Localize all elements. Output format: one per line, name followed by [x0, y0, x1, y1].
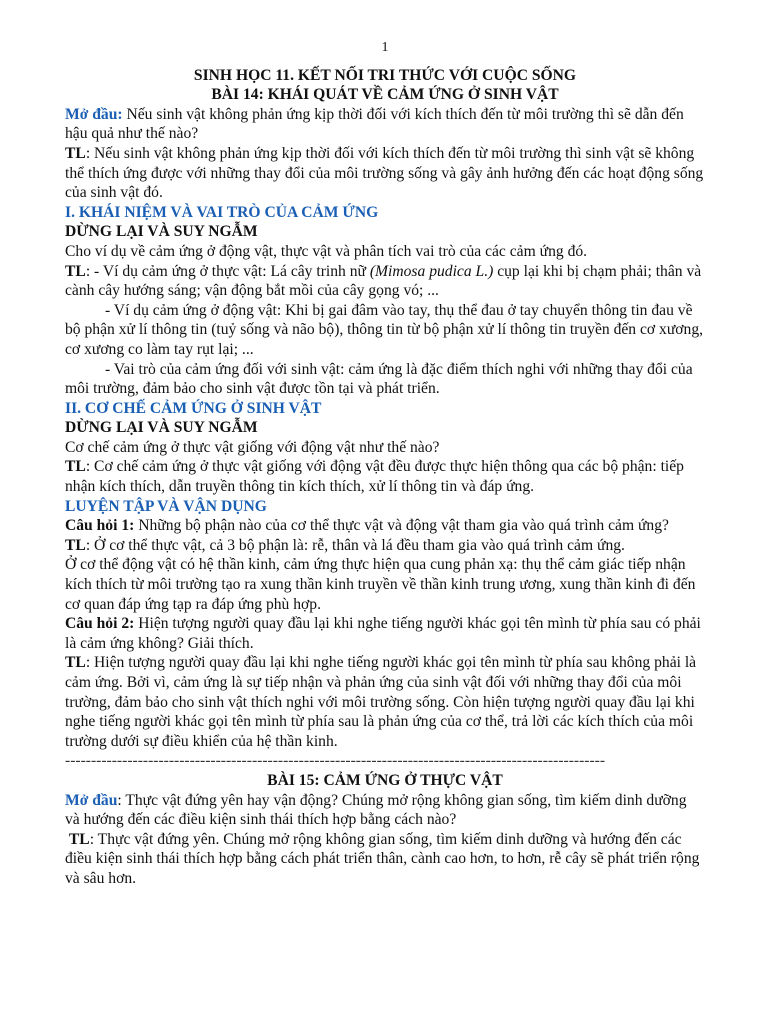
question-1-answer	[65, 536, 705, 556]
intro-label: Mở đầu:	[65, 105, 123, 123]
intro-answer: : Nếu sinh vật không phản ứng kịp thời đối với kích thích đến từ môi trường thì sinh vật sẽ không thể thích ứng được với những thay đổi của môi trường sống và gây ảnh hưởng đến các hoạt động sống của sinh vật đó.	[65, 144, 704, 202]
s1-question: Cho ví dụ về cảm ứng ở động vật, thực vật và phân tích vai trò của các cảm ứng đó.	[65, 242, 588, 260]
lesson-15-title: BÀI 15: CẢM ỨNG Ở THỰC VẬT	[267, 771, 503, 789]
question-2-answer	[65, 653, 705, 751]
intro-text: Nếu sinh vật không phản ứng kịp thời đối với kích thích đến từ môi trường thì sẽ dẫn đến hậu quả như thế nào?	[65, 105, 684, 143]
q1-text: Những bộ phận nào của cơ thể thực vật và động vật tham gia vào quá trình cảm ứng?	[134, 517, 669, 535]
section-1-heading: I. KHÁI NIỆM VÀ VAI TRÒ CỦA CẢM ỨNG	[65, 203, 379, 221]
s1-answer-b: - Ví dụ cảm ứng ở động vật: Khi bị gai đâm vào tay, thụ thể đau ở tay chuyển thông tin đau về bộ phận xử lí thông tin (tuỷ sống và não bộ), thông tin từ bộ phận xử lí thông tin truyền đến cơ xương, cơ xương co làm tay rụt lại; ...	[65, 301, 704, 358]
s2-answer	[65, 457, 705, 496]
tl-label: TL	[65, 536, 86, 554]
s1-answer-a-italic: (Mimosa pudica L.)	[369, 262, 494, 280]
q1-answer-text: : Ở cơ thể thực vật, cả 3 bộ phận là: rễ, thân và lá đều tham gia vào quá trình cảm ứng.	[85, 536, 625, 554]
tl-label: TL	[65, 458, 86, 476]
l15-intro-text: : Thực vật đứng yên hay vận động? Chúng mở rộng không gian sống, tìm kiếm dinh dưỡng và hướng đến các điều kiện sinh thái thích hợp bằng cách nào?	[65, 791, 687, 829]
q2-text: Hiện tượng người quay đầu lại khi nghe tiếng người khác gọi tên mình từ phía sau có phải là cảm ứng không? Giải thích.	[65, 615, 701, 652]
tl-label: TL	[68, 830, 90, 848]
question-2	[65, 614, 705, 653]
intro-paragraph	[65, 105, 705, 144]
question-1	[65, 516, 705, 536]
stop-heading-1: DỪNG LẠI VÀ SUY NGẪM	[65, 223, 258, 241]
intro-answer-paragraph	[65, 144, 705, 203]
l15-answer-text: : Thực vật đứng yên. Chúng mở rộng không gian sống, tìm kiếm dinh dưỡng và hướng đến các điều kiện sinh thái thích hợp bằng cách phát triển thân, cành cao hơn, to hơn, rễ cây sẽ phát triển rộng và sâu hơn.	[65, 830, 700, 887]
tl-label: TL	[65, 654, 86, 672]
l15-answer	[65, 830, 705, 889]
q1-label: Câu hỏi 1:	[65, 517, 135, 535]
s1-answer-a-post: cụp lại khi bị chạm phải; thân và cành cây hướng sáng; vận động bắt mồi của cây gọng vó; ...	[65, 262, 702, 300]
document-page	[65, 38, 705, 889]
section-separator: --------------------------------------------------------------------------------------------------------	[65, 752, 606, 770]
document-title: SINH HỌC 11. KẾT NỐI TRI THỨC VỚI CUỘC SỐNG	[193, 66, 577, 84]
question-1-answer-2: Ở cơ thể động vật có hệ thần kinh, cảm ứng thực hiện qua cung phản xạ: thụ thể cảm giác tiếp nhận kích thích từ môi trường tạo ra xung thần kinh truyền về thần kinh trung ương, xung thần kinh đi đến cơ quan đáp ứng tạp ra đáp ứng phù hợp.	[65, 556, 696, 613]
stop-heading-2: DỪNG LẠI VÀ SUY NGẪM	[65, 419, 258, 437]
q2-answer-text: : Hiện tượng người quay đầu lại khi nghe tiếng người khác gọi tên mình từ phía sau không phải là cảm ứng. Bởi vì, cảm ứng là sự tiếp nhận và phản ứng của sinh vật đối với những thay đổi của môi trường, đảm bảo cho sinh vật thích nghi với môi trường sống. Còn hiện tượng người quay đầu lại khi nghe tiếng người khác gọi tên mình từ phía sau là phản ứng của cơ thể, trả lời các kích thích của môi trường dưới sự điều khiển của hệ thần kinh.	[65, 654, 697, 750]
s1-answer-c: - Vai trò của cảm ứng đối với sinh vật: cảm ứng là đặc điểm thích nghi với những thay đổi của môi trường, đảm bảo cho sinh vật được tồn tại và phát triển.	[65, 360, 693, 398]
page-number: 1	[381, 40, 389, 55]
q2-label: Câu hỏi 2:	[65, 615, 135, 633]
tl-label: TL	[65, 144, 86, 162]
l15-intro	[65, 791, 705, 830]
section-2-heading: II. CƠ CHẾ CẢM ỨNG Ở SINH VẬT	[65, 399, 322, 417]
s1-answer-a-pre: : - Ví dụ cảm ứng ở thực vật: Lá cây trinh nữ	[85, 262, 370, 280]
practice-heading: LUYỆN TẬP VÀ VẬN DỤNG	[65, 497, 267, 515]
tl-label: TL	[65, 262, 86, 280]
s2-answer-text: : Cơ chế cảm ứng ở thực vật giống với động vật đều được thực hiện thông qua các bộ phận: tiếp nhận kích thích, dẫn truyền thông tin kích thích, xử lí thông tin và đáp ứng.	[65, 458, 684, 496]
s2-question: Cơ chế cảm ứng ở thực vật giống với động vật như thế nào?	[65, 438, 440, 456]
s1-answer-a	[65, 262, 705, 301]
lesson-14-title: BÀI 14: KHÁI QUÁT VỀ CẢM ỨNG Ở SINH VẬT	[211, 86, 559, 104]
l15-intro-label: Mở đầu	[65, 791, 118, 809]
